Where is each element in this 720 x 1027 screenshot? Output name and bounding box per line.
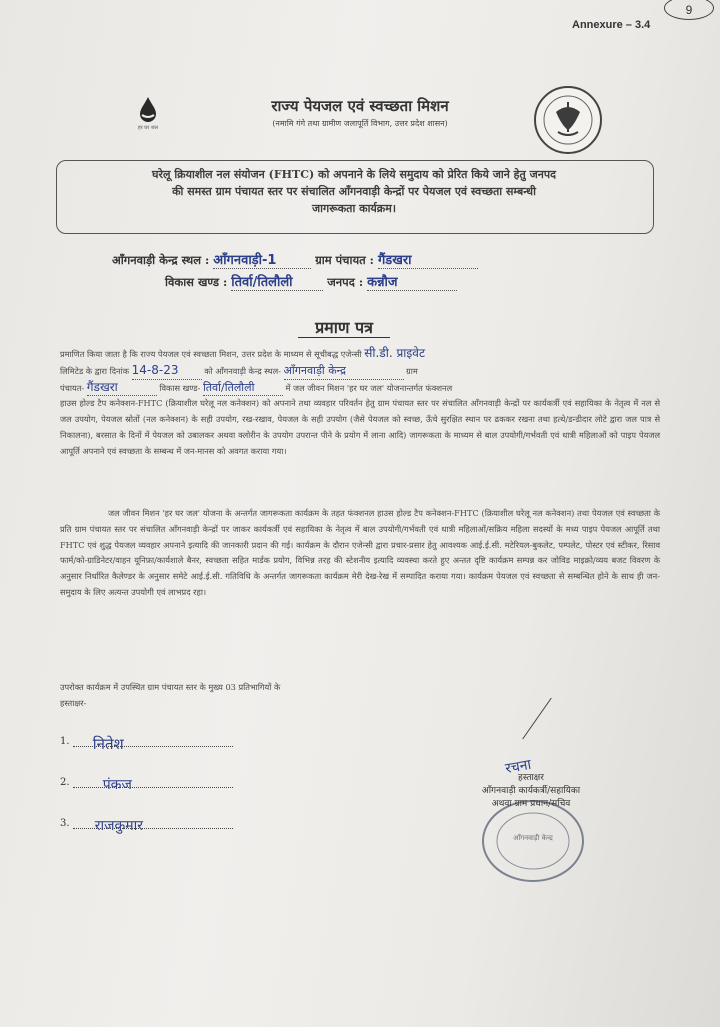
program-date: 14-8-23 bbox=[132, 363, 202, 380]
jal-jeevan-logo bbox=[128, 95, 168, 131]
org-subtitle: (नमामि गंगे तथा ग्रामीण जलापूर्ति विभाग, उत्तर प्रदेश शासन) bbox=[272, 119, 448, 128]
p1-line-3: पंचायत- गैंडखरा विकास खण्ड- तिर्वा/तिलौली में जल जीवन मिशन 'हर घर जल' योजनान्तर्गत फंक्शनल bbox=[60, 380, 660, 397]
certificate-paragraph-2: जल जीवन मिशन 'हर घर जल' योजना के अन्तर्गत जागरूकता कार्यक्रम के तहत फंक्शनल हाउस होल्ड टैप कनेक्शन-FHTC (क्रियाशील घरेलू नल कनेक्शन) तथा पेयजल एवं स्वच्छता के प्रति ग्राम पंचायत स्तर पर संचालित आँगनवाड़ी केन्द्रों पर जाकर कार्यकर्त्री एवं सहायिका के नेतृत्व में बाल उपयोगी/गर्भवती एवं धात्री महिलाओं/सक्रिय महिला सदस्यों के मध्य पाइप पेयजल आपूर्ति तथा FHTC एवं शुद्ध पेयजल व्यवहार अपनाने इत्यादि की जानकारी प्रदान की गई। कार्यक्रम के दौरान एजेन्सी द्वारा प्रचार-प्रसार हेतु आवश्यक आई.ई.सी. मटेरियल-बुकलेट, पम्पलेट, पोस्टर एवं स्टीकर, रिसाव फार्म/को-ग्राडिनेटर/वाहन यूनिफ़ा/कार्यशाले बैनर, स्वच्छता सहित मार्डक प्रयोग, विभिन्न तरह की स्टेशनीय इत्यादि व्यवस्था करते हुए अन्तत दृष्टि कार्यक्रम सम्पन्न कर जोविड माइक्रो/व्यय बजट विवरण के अनुसार निर्धारित कैलेण्डर के अनुसार समेटे आई.ई.सी. गतिविधि के अन्तर्गत जागरूकता कार्यक्रम मेरी देख-रेख में सम्पादित कराया गया। कार्यक्रम पेयजल एवं स्वच्छता से सम्बन्धित होने के साथ ही जन-समुदाय के लिए अत्यन्त उपयोगी एवं लाभप्रद रहा। bbox=[60, 508, 660, 597]
participant-3: 3. राजकुमार bbox=[60, 816, 260, 829]
gram-panchayat-value: गैंडखरा bbox=[378, 250, 478, 269]
p1-line-2: लिमिटेड के द्वारा दिनांक 14-8-23 को आँगनवाड़ी केन्द्र स्थल- आँगनवाड़ी केन्द्र ग्राम bbox=[60, 363, 660, 380]
vikas-khand-value: तिर्वा/तिलौली bbox=[231, 272, 323, 291]
program-line-2: की समस्त ग्राम पंचायत स्तर पर संचालित आँगनवाड़ी केन्द्रों पर पेयजल एवं स्वच्छता सम्बन्धी bbox=[172, 185, 536, 198]
participant-2-signature: पंकज bbox=[102, 777, 132, 793]
signatory-block: हस्ताक्षर आँगनवाड़ी कार्यकर्त्री/सहायिका अथवा ग्राम प्रधान/सचिव bbox=[481, 773, 581, 809]
logo-caption: हर घर जल bbox=[138, 125, 158, 131]
water-drop-hand-icon bbox=[133, 95, 163, 125]
agency-name: सी.डी. प्राइवेट bbox=[364, 346, 426, 360]
annexure-label: Annexure – 3.4 bbox=[572, 19, 651, 31]
participant-1-signature: नितेश bbox=[92, 735, 124, 753]
participants-intro: उपरोक्त कार्यक्रम में उपस्थित ग्राम पंचायत स्तर के मुख्य 03 प्रतिभागियों के हस्ताक्षर- bbox=[60, 682, 281, 708]
p1-line-1: प्रमाणित किया जाता है कि राज्य पेयजल एवं स्वच्छता मिशन, उत्तर प्रदेश के माध्यम से सूचीबद्ध एजेन्सी सी.डी. प्राइवेट bbox=[60, 346, 426, 360]
gram-panchayat-label: ग्राम पंचायत : bbox=[315, 253, 374, 267]
participant-3-signature: राजकुमार bbox=[94, 818, 143, 834]
participant-1: 1. नितेश bbox=[60, 734, 260, 747]
signatory-signature: रचना bbox=[503, 756, 533, 778]
janpad-value: कन्नौज bbox=[367, 272, 457, 291]
janpad-label: जनपद : bbox=[327, 275, 364, 289]
field-row-2 bbox=[165, 272, 457, 291]
vikas-khand-label: विकास खण्ड : bbox=[165, 275, 228, 289]
field-row-1 bbox=[112, 250, 478, 269]
org-name: राज्य पेयजल एवं स्वच्छता मिशन bbox=[271, 97, 449, 115]
certificate-paragraph-1 bbox=[60, 346, 660, 460]
stamp-text: आँगनवाड़ी केन्द्र bbox=[513, 834, 553, 842]
participant-2: 2. पंकज bbox=[60, 775, 260, 788]
gram-panchayat-inline: गैंडखरा bbox=[87, 380, 157, 397]
anganwadi-value: आँगनवाड़ी-1 bbox=[213, 250, 311, 269]
program-line-3: जागरूकता कार्यक्रम। bbox=[311, 202, 397, 215]
certificate-title: प्रमाण पत्र bbox=[315, 318, 373, 337]
program-line-1: घरेलू क्रियाशील नल संयोजन (FHTC) को अपनाने के लिये समुदाय को प्रेरित किये जाने हेतु जनपद bbox=[152, 168, 556, 181]
centre-name: आँगनवाड़ी केन्द्र bbox=[284, 363, 404, 380]
up-state-emblem-icon bbox=[532, 84, 604, 156]
page-number-circle: 9 bbox=[664, 0, 714, 20]
certificate-title-underline bbox=[298, 337, 390, 338]
p1-body: हाउस होल्ड टैप कनेक्शन-FHTC (क्रियाशील घरेलू नल कनेक्शन) को अपनाने तथा व्यवहार परिवर्तन हेतु ग्राम पंचायत स्तर पर संचालित आँगनवाड़ी केन्द्रों पर कार्यकर्त्री एवं सहायिका के नेतृत्व में नल से जल उपयोग, पेयजल स्रोतों (नल कनेक्शन) के सही उपयोग, रख-रखाव, पेयजल के सही उपयोग (जैसे पेयजल को स्वच्छ, ऊँचे सुरक्षित स्थान पर ढककर रखना तथा हत्थे/डन्डीदार लोटे द्वारा जल पात्र से निकालना), बरसात के दिनों में पेयजल को उबालकर अथवा क्लोरीन के उपयोग उपरान्त पीने के प्रयोग में लाना आदि) जागरूकता के माध्यम से बाल उपयोगी/गर्भवती एवं धात्री महिलाओं को पाइप पेयजल आपूर्ति अपनाने एवं स्वच्छता के सम्बन्ध में जन-मानस को अवगत कराया गया। bbox=[60, 398, 660, 456]
anganwadi-label: आँगनवाड़ी केन्द्र स्थल : bbox=[112, 253, 210, 267]
program-title bbox=[74, 166, 634, 217]
block-inline: तिर्वा/तिलौली bbox=[203, 380, 283, 397]
